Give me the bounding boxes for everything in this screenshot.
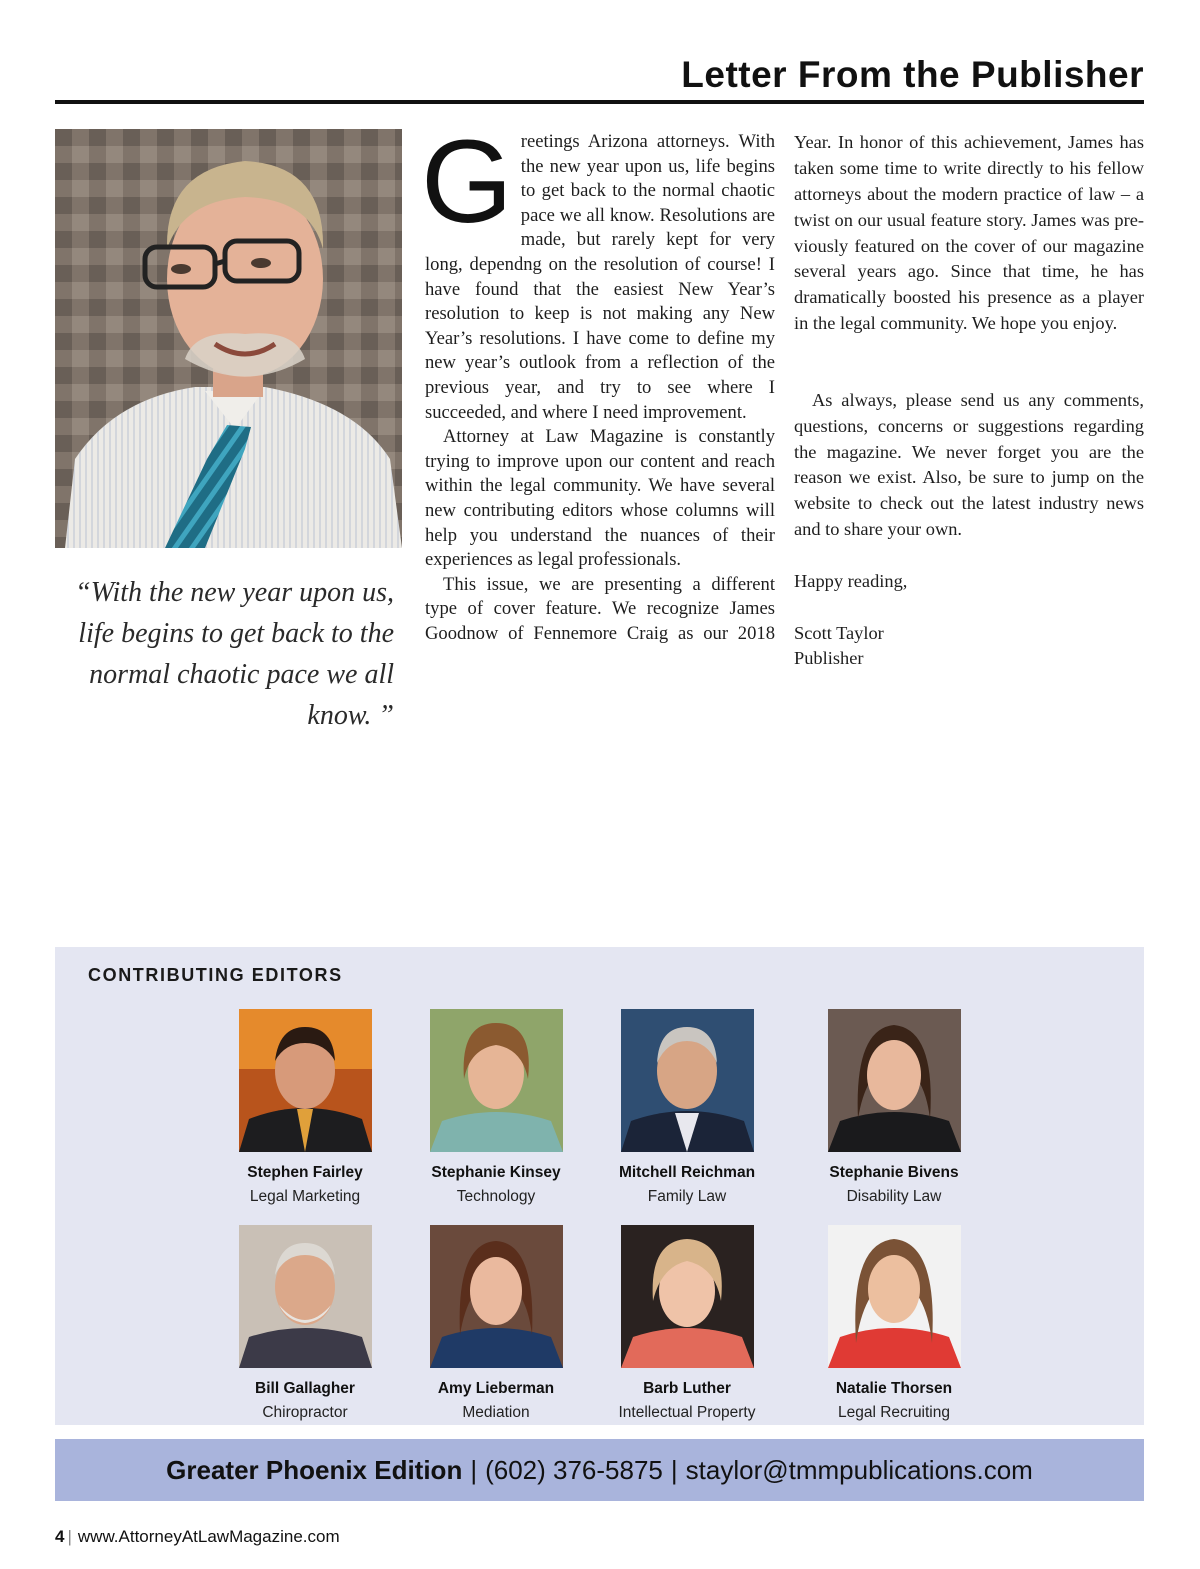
pull-quote — [62, 572, 394, 736]
editor-photo — [430, 1009, 563, 1152]
paragraph-text: reetings Arizona attorneys. With the new year upon us, life begins to get back to the normal chaotic pace we all know. Resolutions are made, but rarely kept for very long, dependng on the resolution of course! I have found that the easiest New Year’s resolution to keep is not making any New Year’s resolutions. I have come to define my new year’s outlook from a reflection of the previous year, and try to see where I succeeded, and where I need improvement. — [425, 131, 775, 423]
quote-close-mark: ” — [371, 700, 394, 731]
editor-name: Stephanie Bivens — [829, 1164, 959, 1181]
editor-card — [799, 1009, 989, 1206]
editor-card — [592, 1009, 782, 1206]
quote-open-mark: “ — [75, 577, 91, 608]
editor-photo — [621, 1225, 754, 1368]
editor-specialty: Family Law — [647, 1188, 727, 1205]
editor-name: Natalie Thorsen — [835, 1380, 953, 1397]
letter-column-2 — [794, 130, 1144, 672]
editor-name: Stephanie Kinsey — [431, 1164, 561, 1181]
quote-text: With the new year upon us, life begins to get back to the normal chaotic pace we all know. — [78, 577, 394, 731]
editor-name: Amy Lieberman — [437, 1380, 555, 1397]
editor-name: Stephen Fairley — [247, 1164, 363, 1181]
editor-photo — [621, 1009, 754, 1152]
editor-card — [799, 1225, 989, 1422]
editor-specialty: Disability Law — [846, 1188, 942, 1205]
separator: | — [67, 1527, 72, 1546]
editor-specialty: Intellectual Property — [618, 1404, 756, 1421]
letter-paragraph — [425, 573, 775, 647]
page-footer — [55, 1527, 340, 1547]
letter-column-1 — [421, 116, 775, 647]
phone-number[interactable]: (602) 376-5875 — [485, 1454, 663, 1485]
editor-specialty: Legal Recruiting — [837, 1404, 950, 1421]
editor-specialty: Legal Marketing — [249, 1188, 361, 1205]
editor-card — [210, 1225, 400, 1422]
section-title: Letter From the Publisher — [681, 54, 1144, 95]
editor-photo — [239, 1009, 372, 1152]
website-url[interactable]: www.AttorneyAtLawMagazine.com — [77, 1527, 340, 1546]
edition-name: Greater Phoenix Edition — [166, 1454, 463, 1485]
separator: | — [670, 1454, 678, 1485]
letter-paragraph — [421, 116, 775, 425]
editor-specialty: Mediation — [462, 1404, 530, 1421]
editor-name: Barb Luther — [643, 1380, 731, 1397]
paragraph-text: This issue, we are presenting a different type of cover feature. We recognize James Goodnow of Fennemore Craig as our 2018 — [425, 573, 775, 644]
editor-card — [401, 1009, 591, 1206]
contributing-editors-heading: CONTRIBUTING EDITORS — [88, 965, 343, 985]
page-number: 4 — [55, 1527, 65, 1546]
editor-photo — [430, 1225, 563, 1368]
editor-specialty: Technology — [456, 1188, 536, 1205]
separator: | — [470, 1454, 478, 1485]
title-rule — [55, 100, 1144, 104]
editor-name: Mitchell Reichman — [618, 1164, 756, 1181]
drop-cap: G — [421, 116, 513, 248]
closing: Happy reading, — [794, 570, 908, 591]
signature-title: Publisher — [794, 648, 864, 669]
email-address[interactable]: staylor@tmmpublications.com — [685, 1454, 1033, 1485]
signature-name: Scott Taylor — [794, 622, 884, 643]
publisher-photo — [55, 129, 402, 548]
editor-card — [401, 1225, 591, 1422]
letter-paragraph: Attorney at Law Magazine is constantly trying to improve upon our content and reach within the legal community. We have several new contributing editors whose columns will help you understand the nuances of their experiences as legal professionals. — [425, 426, 775, 571]
editor-photo — [828, 1225, 961, 1368]
paragraph-continued-text: Year. In honor of this achievement, James has taken some time to write directly to his fellow attorneys about the modern practice of law – a twist on our usual feature story. James was previously featured on the cover of our magazine several years ago. Since that time, he has dramatically boosted his presence as a player in the legal community. We hope you enjoy. — [794, 132, 1144, 333]
letter-paragraph-continued — [794, 130, 1144, 388]
editor-photo — [828, 1009, 961, 1152]
editor-specialty: Chiropractor — [262, 1404, 348, 1421]
editor-name: Bill Gallagher — [255, 1380, 355, 1397]
editor-card — [210, 1009, 400, 1206]
edition-contact-bar — [55, 1439, 1144, 1501]
letter-paragraph: As always, please send us any comments, questions, concerns or suggestions regarding the magazine. We never forget you are the reason we exist. Also, be sure to jump on the website to check out the latest industry news and to share your own. — [794, 390, 1144, 539]
editor-card — [592, 1225, 782, 1422]
editor-photo — [239, 1225, 372, 1368]
